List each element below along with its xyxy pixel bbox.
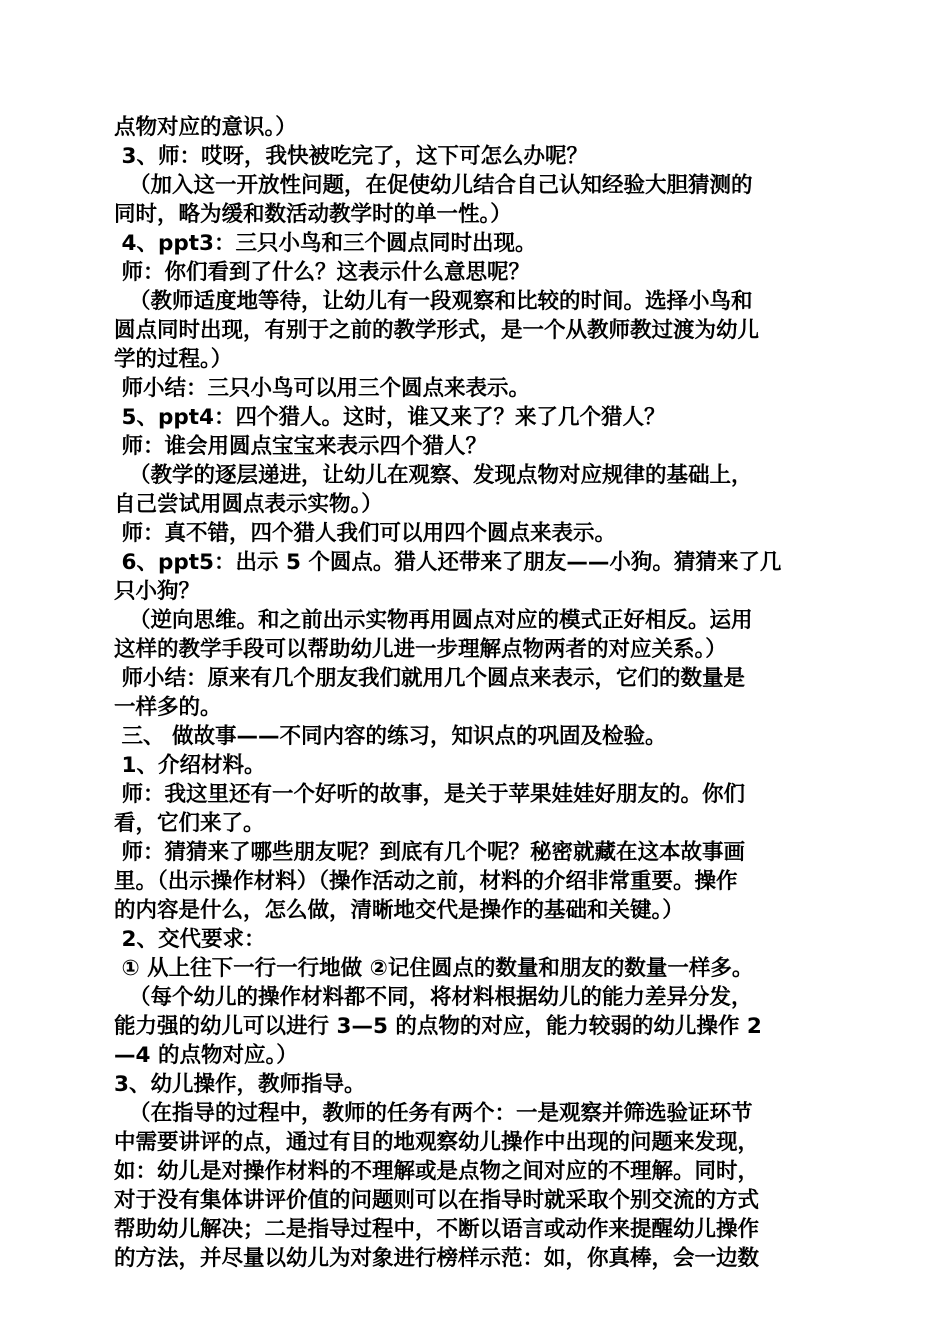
text-line: 师：真不错，四个猎人我们可以用四个圆点来表示。	[114, 521, 616, 546]
text-line: 自己尝试用圆点表示实物。）	[114, 492, 383, 517]
text-line: 帮助幼儿解决；二是指导过程中，不断以语言或动作来提醒幼儿操作	[114, 1217, 760, 1242]
text-line: 师：猜猜来了哪些朋友呢？到底有几个呢？秘密就藏在这本故事画	[114, 840, 745, 865]
text-line: 看，它们来了。	[114, 811, 265, 836]
text-line: 师：你们看到了什么？这表示什么意思呢？	[114, 260, 530, 285]
text-line: 师：我这里还有一个好听的故事，是关于苹果娃娃好朋友的。你们	[114, 782, 745, 807]
text-line: 只小狗？	[114, 579, 201, 604]
text-line: 对于没有集体讲评价值的问题则可以在指导时就采取个别交流的方式	[114, 1188, 760, 1213]
text-line: 3、师：哎呀，我快被吃完了，这下可怎么办呢？	[114, 144, 588, 169]
text-line: 三、 做故事——不同内容的练习，知识点的巩固及检验。	[114, 724, 667, 749]
text-line: 的内容是什么，怎么做，清晰地交代是操作的基础和关键。）	[114, 898, 684, 923]
text-line: 圆点同时出现，有别于之前的教学形式，是一个从教师教过渡为幼儿	[114, 318, 760, 343]
text-line: 3、幼儿操作，教师指导。	[114, 1072, 366, 1097]
text-line: 师：谁会用圆点宝宝来表示四个猎人？	[114, 434, 487, 459]
text-line: 2、交代要求：	[114, 927, 266, 952]
text-line: 里。（出示操作材料）（操作活动之前，材料的介绍非常重要。操作	[114, 869, 738, 894]
text-line: 中需要讲评的点，通过有目的地观察幼儿操作中出现的问题来发现，	[114, 1130, 760, 1155]
text-line: 的方法，并尽量以幼儿为对象进行榜样示范：如，你真棒，会一边数	[114, 1246, 760, 1271]
text-line: 学的过程。）	[114, 347, 233, 372]
text-line: 师小结：三只小鸟可以用三个圆点来表示。	[114, 376, 530, 401]
text-line: 5、ppt4：四个猎人。这时，谁又来了？来了几个猎人？	[114, 405, 666, 430]
text-line: （在指导的过程中，教师的任务有两个：一是观察并筛选验证环节	[114, 1101, 753, 1126]
text-line: 这样的教学手段可以帮助幼儿进一步理解点物两者的对应关系。）	[114, 637, 727, 662]
text-line: 点物对应的意识。）	[114, 115, 297, 140]
text-line: 一样多的。	[114, 695, 222, 720]
text-line: 同时，略为缓和数活动教学时的单一性。）	[114, 202, 512, 227]
text-line: 如：幼儿是对操作材料的不理解或是点物之间对应的不理解。同时，	[114, 1159, 760, 1184]
text-line: （每个幼儿的操作材料都不同，将材料根据幼儿的能力差异分发，	[114, 985, 753, 1010]
text-line: 师小结：原来有几个朋友我们就用几个圆点来表示，它们的数量是	[114, 666, 745, 691]
text-line: ① 从上往下一行一行地做 ②记住圆点的数量和朋友的数量一样多。	[114, 956, 754, 981]
text-line: 6、ppt5：出示 5 个圆点。猎人还带来了朋友——小狗。猜猜来了几	[114, 550, 782, 575]
text-line: （教学的逐层递进，让幼儿在观察、发现点物对应规律的基础上，	[114, 463, 753, 488]
text-line: （教师适度地等待，让幼儿有一段观察和比较的时间。选择小鸟和	[114, 289, 753, 314]
document-body	[114, 113, 836, 1273]
text-line: 4、ppt3：三只小鸟和三个圆点同时出现。	[114, 231, 537, 256]
text-line: 能力强的幼儿可以进行 3—5 的点物的对应，能力较弱的幼儿操作 2	[114, 1014, 762, 1039]
text-line: （加入这一开放性问题，在促使幼儿结合自己认知经验大胆猜测的	[114, 173, 753, 198]
text-line: （逆向思维。和之前出示实物再用圆点对应的模式正好相反。运用	[114, 608, 753, 633]
text-line: —4 的点物对应。）	[114, 1043, 298, 1068]
text-line: 1、介绍材料。	[114, 753, 266, 778]
